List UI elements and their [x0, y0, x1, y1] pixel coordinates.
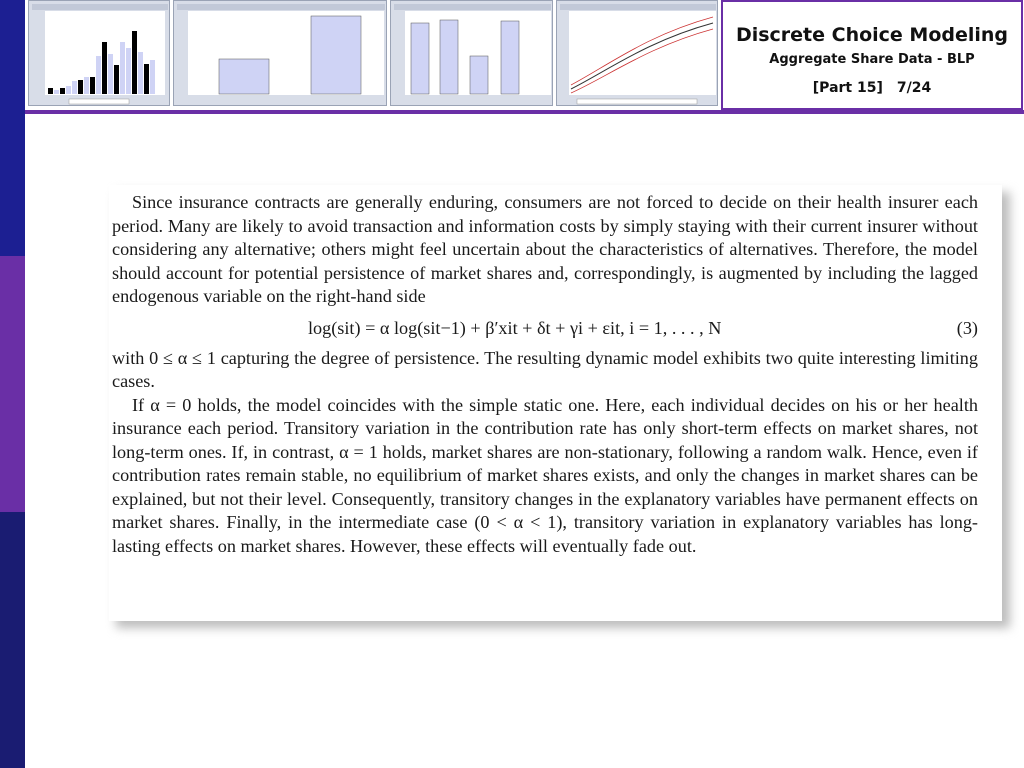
slide-subtitle: Aggregate Share Data - BLP: [769, 52, 975, 67]
equation-row: [112, 309, 978, 347]
partial-effects-figure: [557, 1, 718, 106]
histogram-figure: [29, 1, 170, 106]
mean-visits-figure: [391, 1, 553, 106]
thumbnail-mean-visits: [390, 0, 553, 106]
paragraph-3: If α = 0 holds, the model coincides with the simple static one. Here, each individual decides on his or her health insurance each period. Transitory variation in the contribution rate has only short-term effects on market shares, not long-term ones. If, in contrast, α = 1 holds, market shares are non-stationary, following a random walk. Hence, even if contribution rates remain stable, no equilibrium of market shares exists, and only the changes in market shares can be explained, but not their level. Consequently, transitory changes in the explanatory variables have permanent effects on market shares. Finally, in the intermediate case (0 < α < 1), transitory variation in explanatory variables has long-lasting effects on market shares. However, these effects will eventually fade out.: [112, 394, 978, 556]
slide-title: Discrete Choice Modeling: [735, 24, 1009, 46]
left-bar-middle: [0, 256, 25, 512]
equation-text: log(sit) = α log(sit−1) + β′xit + δt + γi + εit, i = 1, . . . , N: [308, 317, 722, 338]
paragraph-1: Since insurance contracts are generally enduring, consumers are not forced to decide on their health insurer each period. Many are likely to avoid transaction and information costs by simply staying with their current insurer without considering any alternative; others might feel uncertain about the characteristics of alternatives. Therefore, the model should account for potential persistence of market shares and, correspondingly, is augmented by including the lagged endogenous variable on the right-hand side: [112, 192, 978, 306]
header-divider: [25, 110, 1024, 114]
equation: [308, 317, 721, 341]
slide-number: 7/24: [896, 80, 932, 96]
part-label: [Part 15]: [812, 80, 883, 96]
paragraph-2: with 0 ≤ α ≤ 1 capturing the degree of persistence. The resulting dynamic model exhibits two quite interesting limiting cases.: [112, 347, 978, 391]
thumbnail-partial-effects: [556, 0, 718, 106]
doctor-visits-figure: [174, 1, 387, 106]
slide-title-box: [721, 0, 1023, 110]
slide-part-info: [723, 80, 1021, 96]
left-bar-bottom: [0, 512, 25, 768]
document-excerpt: [109, 185, 1002, 621]
left-bar-top: [0, 0, 25, 256]
thumbnail-doctor-visits: [173, 0, 387, 106]
left-accent-bar: [0, 0, 25, 768]
thumbnail-histogram: [28, 0, 170, 106]
equation-number: (3): [956, 317, 978, 338]
